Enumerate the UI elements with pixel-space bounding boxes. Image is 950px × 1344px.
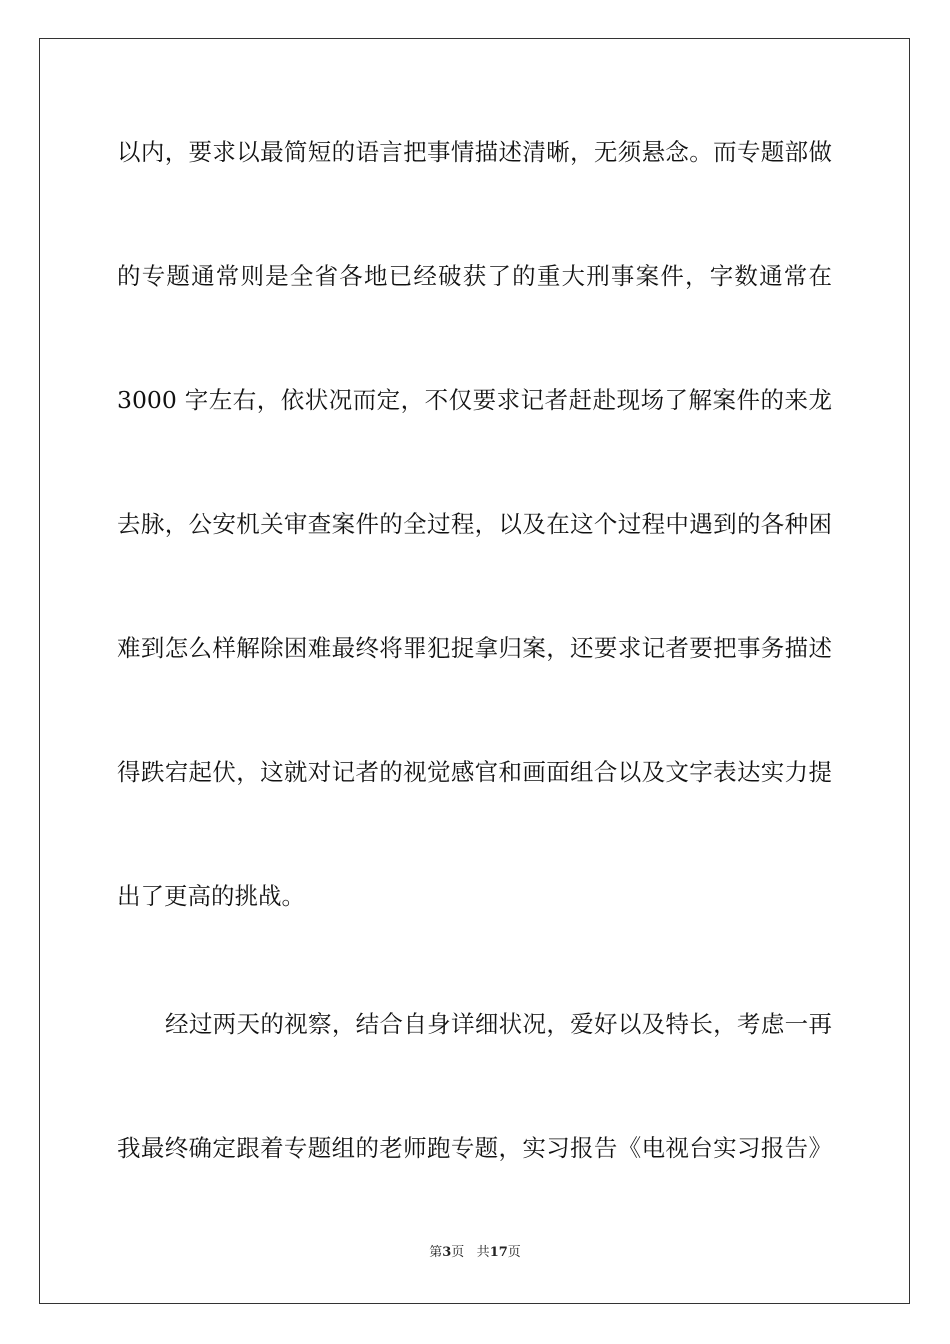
footer-total-suffix: 页 <box>507 1245 521 1260</box>
footer-total-pages: 17 <box>489 1245 508 1260</box>
page-footer <box>0 1244 950 1262</box>
body-text-line-2: 的专题通常则是全省各地已经破获了的重大刑事案件，字数通常在 <box>117 262 832 290</box>
body-text-line-9: 我最终确定跟着专题组的老师跑专题，实习报告《电视台实习报告》 <box>117 1134 832 1162</box>
body-text-line-1: 以内，要求以最简短的语言把事情描述清晰，无须悬念。而专题部做 <box>117 138 832 166</box>
footer-page-suffix: 页 <box>451 1245 465 1260</box>
body-text-line-6: 得跌宕起伏，这就对记者的视觉感官和画面组合以及文字表达实力提 <box>117 758 832 786</box>
footer-page-prefix: 第 <box>429 1245 443 1260</box>
footer-current-page: 3 <box>442 1245 452 1260</box>
footer-total-prefix: 共 <box>476 1245 490 1260</box>
body-text-line-8: 经过两天的视察，结合自身详细状况，爱好以及特长，考虑一再 <box>165 1010 832 1038</box>
page-border <box>39 38 910 1304</box>
body-text-line-4: 去脉，公安机关审查案件的全过程，以及在这个过程中遇到的各种困 <box>117 510 832 538</box>
body-text-line-7: 出了更高的挑战。 <box>117 882 305 910</box>
body-text-line-3: 3000 字左右，依状况而定，不仅要求记者赶赴现场了解案件的来龙 <box>117 386 832 414</box>
body-text-line-5: 难到怎么样解除困难最终将罪犯捉拿归案，还要求记者要把事务描述 <box>117 634 832 662</box>
